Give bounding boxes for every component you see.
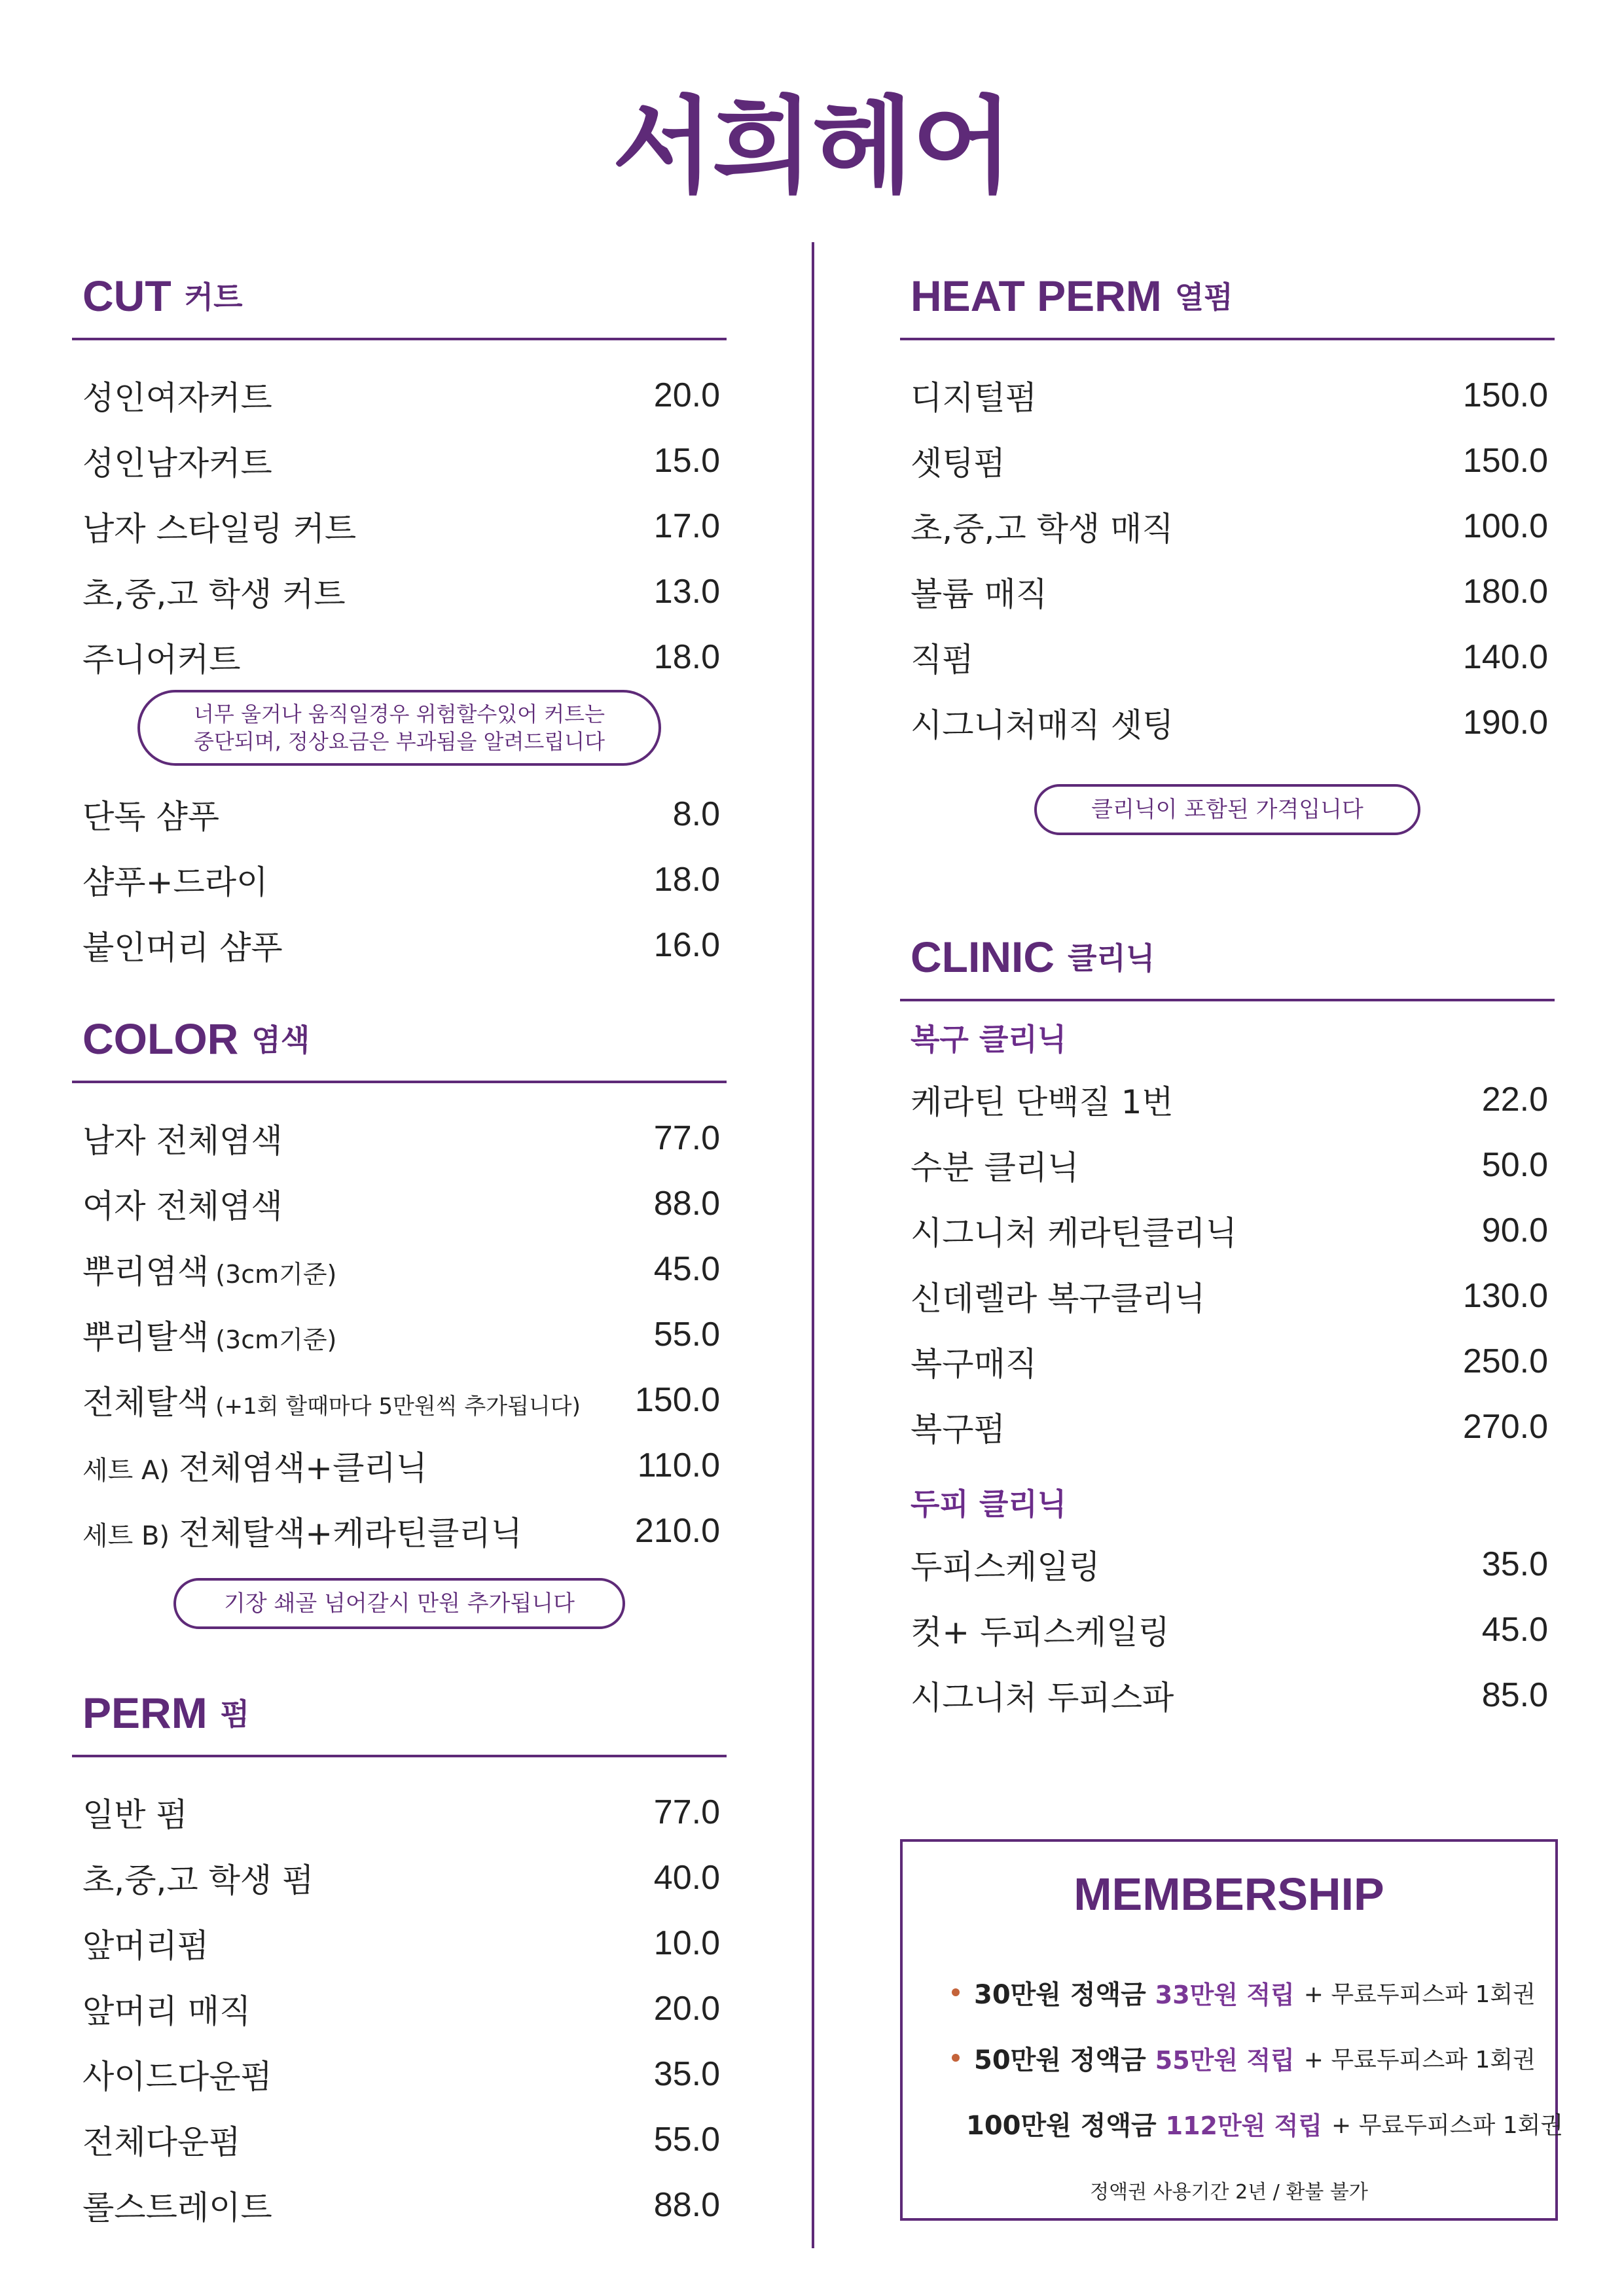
item-name: 전체다운펌 — [82, 2123, 241, 2161]
menu-item — [900, 1662, 1555, 1728]
item-price: 130.0 — [1462, 1277, 1548, 1315]
item-price: 110.0 — [637, 1446, 720, 1484]
membership-bonus: + 무료두피스파 1회권 — [1331, 2111, 1564, 2139]
item-price: 15.0 — [653, 442, 720, 480]
menu-item — [900, 493, 1555, 559]
menu-item — [72, 1236, 727, 1302]
menu-item — [900, 1329, 1555, 1394]
menu-item — [900, 1067, 1555, 1132]
menu-item — [900, 624, 1555, 690]
item-name: 전체탈색+케라틴클리닉 — [179, 1515, 522, 1552]
item-name: 주니어커트 — [82, 641, 241, 679]
menu-item — [72, 1910, 727, 1976]
item-name: 사이드다운펌 — [82, 2058, 272, 2096]
item-price: 20.0 — [653, 376, 720, 414]
menu-item — [900, 363, 1555, 428]
section-title-ko: 클리닉 — [1067, 941, 1155, 976]
menu-item — [72, 1105, 727, 1171]
bullet-icon — [952, 1988, 960, 1996]
item-name: 시그니처 케라틴클리닉 — [911, 1214, 1237, 1252]
item-price: 77.0 — [653, 1119, 720, 1157]
item-price: 8.0 — [672, 795, 720, 833]
section-title-ko: 염색 — [251, 1022, 310, 1058]
menu-item — [72, 1976, 727, 2041]
menu-item — [72, 363, 727, 428]
item-note: (3cm기준) — [215, 1325, 337, 1354]
salon-title: 서희헤어 — [612, 85, 1012, 207]
item-name: 셋팅펌 — [911, 444, 1005, 482]
item-name: 시그니처매직 셋팅 — [911, 706, 1174, 744]
item-price: 17.0 — [653, 507, 720, 545]
menu-item — [72, 1780, 727, 1845]
section-header — [900, 268, 1555, 321]
menu-item — [72, 493, 727, 559]
membership-credit: 33만원 적립 — [1155, 1980, 1295, 2009]
membership-credit: 55만원 적립 — [1155, 2045, 1295, 2075]
item-price: 55.0 — [653, 1316, 720, 1354]
item-price: 180.0 — [1462, 573, 1548, 611]
menu-item — [72, 1367, 727, 1433]
item-name: 롤스트레이트 — [82, 2189, 272, 2227]
section-header — [900, 929, 1555, 982]
section-title-ko: 열펌 — [1174, 279, 1233, 315]
item-name: 수분 클리닉 — [911, 1149, 1079, 1187]
menu-item — [72, 624, 727, 690]
menu-item — [900, 1263, 1555, 1329]
item-name-wrap — [82, 1507, 522, 1554]
item-name: 초,중,고 학생 펌 — [82, 1861, 314, 1899]
item-price: 20.0 — [653, 1990, 720, 2028]
membership-list — [903, 1960, 1564, 2156]
item-name: 초,중,고 학생 커트 — [82, 575, 346, 613]
section-clinic — [900, 929, 1555, 1728]
heat-perm-note-pill: 클리닉이 포함된 가격입니다 — [1034, 784, 1420, 835]
item-prefix: 세트 A) — [82, 1456, 170, 1486]
membership-bonus: + 무료두피스파 1회권 — [1303, 1981, 1536, 2008]
section-header — [72, 1011, 727, 1064]
section-title-en: CLINIC — [911, 933, 1055, 981]
menu-item — [72, 1171, 727, 1236]
item-name-wrap — [82, 1442, 427, 1489]
section-title-en: CUT — [82, 272, 171, 320]
item-name: 남자 전체염색 — [82, 1122, 283, 1160]
menu-item — [900, 428, 1555, 493]
cut-note-pill — [137, 690, 661, 766]
item-price: 270.0 — [1462, 1408, 1548, 1446]
item-name: 단독 샴푸 — [82, 798, 220, 836]
section-rule — [900, 999, 1555, 1001]
item-name: 케라틴 단백질 1번 — [911, 1083, 1174, 1121]
item-name: 전체탈색 — [82, 1384, 209, 1422]
section-title-en: HEAT PERM — [911, 272, 1162, 320]
item-name: 직펌 — [911, 641, 974, 679]
menu-item — [900, 559, 1555, 624]
note-line: 너무 울거나 움직일경우 위험할수있어 커트는 — [193, 702, 605, 726]
column-divider — [812, 242, 814, 2248]
item-name: 컷+ 두피스케일링 — [911, 1613, 1170, 1651]
item-price: 35.0 — [1481, 1545, 1548, 1583]
section-color — [72, 1011, 727, 1629]
item-note: (+1회 할때마다 5만원씩 추가됩니다) — [215, 1393, 581, 1420]
subsection-title-scalp: 두피 클리닉 — [911, 1486, 1067, 1522]
item-name: 남자 스타일링 커트 — [82, 510, 357, 548]
menu-item — [72, 1845, 727, 1910]
color-note-pill: 기장 쇄골 넘어갈시 만원 추가됩니다 — [173, 1578, 625, 1629]
membership-title: MEMBERSHIP — [1074, 1869, 1384, 1920]
item-name: 일반 펌 — [82, 1796, 188, 1834]
item-price: 22.0 — [1481, 1081, 1548, 1119]
item-price: 150.0 — [1462, 376, 1548, 414]
note-line: 중단되며, 정상요금은 부과됨을 알려드립니다 — [193, 729, 605, 754]
item-name: 초,중,고 학생 매직 — [911, 510, 1174, 548]
item-name: 시그니처 두피스파 — [911, 1679, 1174, 1717]
item-name: 볼륨 매직 — [911, 575, 1048, 613]
item-name-wrap — [82, 1376, 581, 1424]
item-price: 250.0 — [1462, 1342, 1548, 1380]
item-price: 190.0 — [1462, 704, 1548, 742]
menu-item — [72, 1498, 727, 1564]
item-price: 45.0 — [653, 1250, 720, 1288]
item-note: (3cm기준) — [215, 1260, 337, 1289]
membership-deposit: 50만원 정액금 — [974, 2045, 1146, 2075]
membership-item — [952, 2090, 1564, 2156]
item-prefix: 세트 B) — [82, 1521, 170, 1551]
subsection-title-recovery: 복구 클리닉 — [911, 1022, 1067, 1057]
section-title-ko: 커트 — [184, 279, 243, 315]
section-header — [72, 268, 727, 321]
item-price: 150.0 — [634, 1381, 720, 1419]
section-cut — [72, 268, 727, 978]
membership-deposit: 30만원 정액금 — [974, 1979, 1146, 2010]
item-price: 100.0 — [1462, 507, 1548, 545]
menu-item — [72, 2172, 727, 2238]
item-price: 210.0 — [634, 1512, 720, 1550]
menu-item — [900, 1597, 1555, 1662]
item-name: 앞머리 매직 — [82, 1992, 251, 2030]
item-price: 150.0 — [1462, 442, 1548, 480]
item-price: 77.0 — [653, 1793, 720, 1831]
section-title-en: COLOR — [82, 1014, 239, 1063]
item-price: 140.0 — [1462, 638, 1548, 676]
menu-item — [900, 1132, 1555, 1198]
item-name: 신데렐라 복구클리닉 — [911, 1280, 1206, 1318]
menu-item — [72, 2107, 727, 2172]
item-price: 45.0 — [1481, 1611, 1548, 1649]
menu-item — [72, 847, 727, 912]
section-title-en: PERM — [82, 1689, 208, 1737]
menu-item — [900, 1198, 1555, 1263]
item-name: 성인여자커트 — [82, 379, 272, 417]
item-price: 18.0 — [653, 638, 720, 676]
menu-item — [72, 559, 727, 624]
section-heat-perm — [900, 268, 1555, 835]
item-price: 35.0 — [653, 2055, 720, 2093]
item-price: 40.0 — [653, 1859, 720, 1897]
item-name: 여자 전체염색 — [82, 1187, 283, 1225]
section-rule — [900, 338, 1555, 340]
menu-item — [900, 690, 1555, 755]
item-name: 두피스케일링 — [911, 1548, 1100, 1586]
section-perm — [72, 1685, 727, 2238]
item-name: 샴푸+드라이 — [82, 863, 268, 901]
item-name: 성인남자커트 — [82, 444, 272, 482]
item-price: 10.0 — [653, 1924, 720, 1962]
menu-item — [72, 428, 727, 493]
menu-item — [900, 1532, 1555, 1597]
section-rule — [72, 1755, 727, 1757]
membership-credit: 112만원 적립 — [1165, 2111, 1323, 2140]
item-name-wrap — [82, 1246, 336, 1293]
item-name: 복구매직 — [911, 1345, 1038, 1383]
menu-item — [72, 912, 727, 978]
menu-item — [72, 1433, 727, 1498]
item-name: 디지털펌 — [911, 379, 1038, 417]
item-price: 55.0 — [653, 2121, 720, 2159]
bullet-icon — [952, 2054, 960, 2062]
item-price: 18.0 — [653, 861, 720, 899]
item-price: 88.0 — [653, 1185, 720, 1223]
item-name: 앞머리펌 — [82, 1927, 209, 1965]
membership-item — [952, 2025, 1555, 2090]
section-header — [72, 1685, 727, 1738]
membership-box — [900, 1839, 1564, 2221]
item-name: 뿌리염색 — [82, 1253, 209, 1291]
membership-footer: 정액권 사용기간 2년 / 환불 불가 — [1090, 2181, 1368, 2204]
item-name: 복구펌 — [911, 1410, 1005, 1448]
menu-item — [72, 2041, 727, 2107]
item-price: 85.0 — [1481, 1676, 1548, 1714]
menu-item — [900, 1394, 1555, 1460]
item-name: 붙인머리 샴푸 — [82, 929, 283, 967]
menu-item — [72, 1302, 727, 1367]
membership-deposit: 100만원 정액금 — [966, 2110, 1157, 2141]
item-price: 90.0 — [1481, 1211, 1548, 1249]
item-price: 88.0 — [653, 2186, 720, 2224]
item-price: 50.0 — [1481, 1146, 1548, 1184]
menu-item — [72, 781, 727, 847]
membership-bonus: + 무료두피스파 1회권 — [1303, 2046, 1536, 2073]
item-price: 13.0 — [653, 573, 720, 611]
item-name: 뿌리탈색 — [82, 1318, 209, 1356]
item-price: 16.0 — [653, 926, 720, 964]
item-name-wrap — [82, 1311, 336, 1358]
section-title-ko: 펌 — [220, 1696, 250, 1732]
section-rule — [72, 1081, 727, 1083]
section-rule — [72, 338, 727, 340]
item-name: 전체염색+클리닉 — [178, 1449, 427, 1487]
membership-item — [952, 1960, 1555, 2025]
